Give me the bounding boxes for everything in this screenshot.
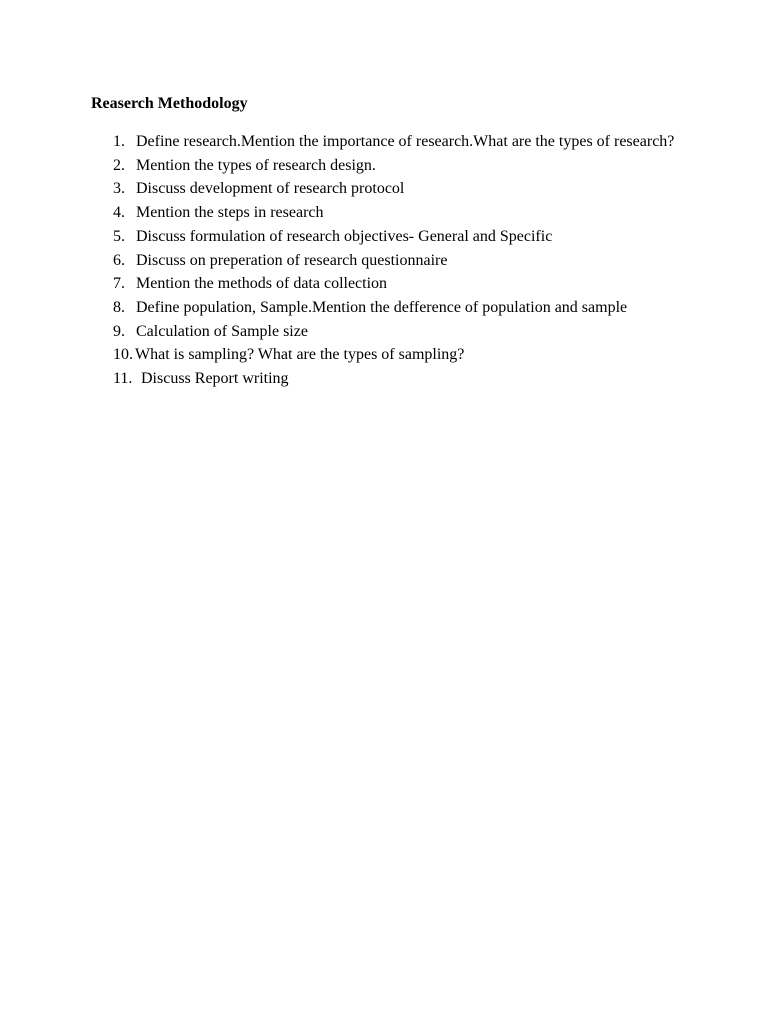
list-item-text: Mention the methods of data collection (136, 275, 388, 293)
list-item-number: 4. (113, 204, 125, 222)
list-item (0, 177, 768, 201)
list-item (0, 201, 768, 225)
list-item-text: What is sampling? What are the types of sampling? (135, 346, 465, 364)
list-item (0, 272, 768, 296)
list-item-number: 5. (113, 227, 125, 245)
list-item-number: 7. (113, 275, 125, 293)
list-item-number: 1. (113, 133, 125, 150)
list-item-text: Define population, Sample.Mention the defference of population and sample (136, 298, 628, 316)
question-list (0, 130, 768, 391)
list-item-text: Discuss formulation of research objectives- General and Specific (136, 227, 553, 245)
list-item-number: 6. (113, 251, 125, 269)
list-item-text: Discuss Report writing (141, 370, 289, 388)
list-item (0, 249, 768, 273)
list-item-text: Mention the types of research design. (136, 156, 376, 174)
list-item (0, 320, 768, 344)
list-item-text: Discuss development of research protocol (136, 180, 405, 198)
list-item (0, 343, 768, 367)
list-item-number: 2. (113, 156, 125, 174)
list-item-number: 3. (113, 180, 125, 198)
list-item (0, 367, 768, 391)
list-item-number: 10. (113, 346, 133, 364)
list-item (0, 130, 768, 154)
list-item-number: 11. (113, 370, 133, 388)
list-item-text: Define research.Mention the importance of research.What are the types of research? (136, 133, 675, 150)
list-item-text: Mention the steps in research (136, 204, 324, 222)
list-item-number: 9. (113, 322, 125, 340)
list-item-text: Discuss on preperation of research questionnaire (136, 251, 448, 269)
list-item-number: 8. (113, 298, 125, 316)
list-item (0, 154, 768, 178)
document-title: Reaserch Methodology (91, 95, 248, 112)
list-item (0, 225, 768, 249)
list-item-text: Calculation of Sample size (136, 322, 308, 340)
list-item (0, 296, 768, 320)
